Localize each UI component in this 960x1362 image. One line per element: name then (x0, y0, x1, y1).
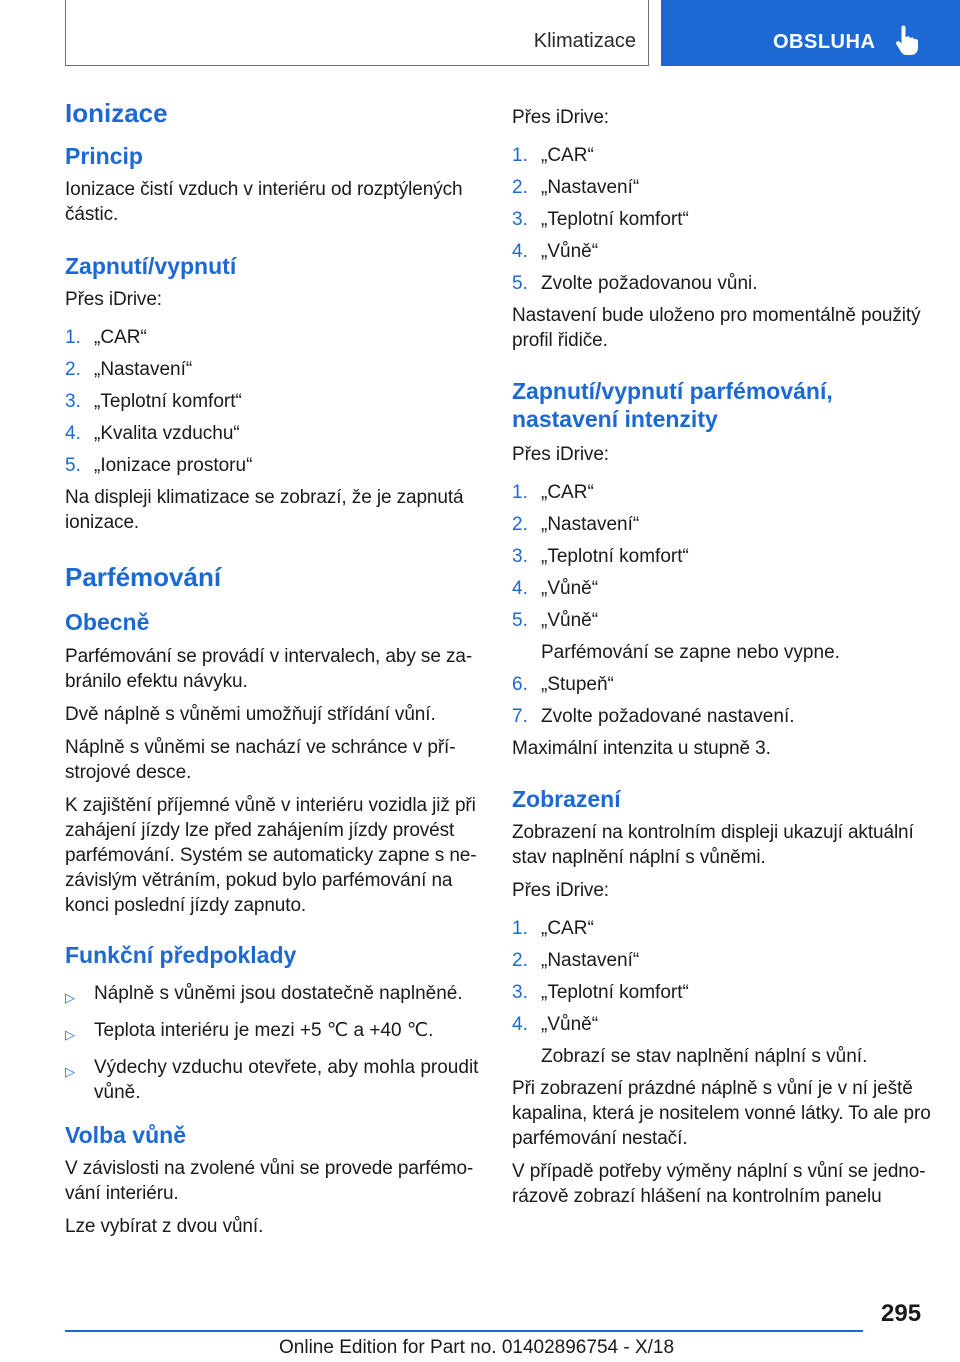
step-number: 6. (512, 674, 528, 696)
header-chapter-label: OBSLUHA (773, 31, 876, 53)
triangle-bullet-icon: ▷ (65, 1026, 75, 1042)
step-subtext: Parfémování se zapne nebo vypne. (541, 642, 840, 664)
step-text: „Teplotní komfort“ (541, 546, 689, 568)
heading-obecne: Obecně (65, 609, 150, 636)
heading-intenzita: Zapnutí/vypnutí parfémování, nastavení intenzity (512, 378, 833, 433)
step-number: 1. (512, 918, 528, 940)
triangle-bullet-icon: ▷ (65, 1063, 75, 1079)
paragraph-obecne-4: K zajištění příjemné vůně v interiéru vozidla již při zahájení jízdy lze před zahájením jízdy provést parfémování. Systém se automaticky zapne s ne-závislým větráním, pokud bylo parfémování na konci poslední jízdy zapnuto. (65, 794, 477, 916)
footer-edition-text: Online Edition for Part no. 01402896754 - X/18 (279, 1337, 675, 1358)
pointing-hand-icon (893, 24, 921, 56)
step-number: 1. (65, 327, 81, 349)
list-item (512, 512, 937, 537)
list-item (512, 916, 937, 941)
step-text: „Teplotní komfort“ (94, 391, 242, 413)
section-title-ionizace: Ionizace (65, 98, 168, 128)
step-number: 5. (512, 273, 528, 294)
paragraph-obecne-3: Náplně s vůněmi se nachází ve schránce v pří-strojové desce. (65, 736, 456, 783)
section-title-parfemovani: Parfémování (65, 562, 222, 593)
step-number: 2. (512, 177, 528, 198)
step-text: Zvolte požadované nastavení. (541, 706, 795, 728)
step-text: „Vůně“ (541, 610, 599, 632)
list-item (512, 207, 937, 232)
paragraph-zobrazeni-2: Při zobrazení prázdné náplně s vůní je v ní ještě kapalina, která je nositelem vonné látky. To ale pro parfémování nestačí. (512, 1078, 931, 1150)
step-number: 4. (512, 1014, 528, 1036)
step-number: 5. (65, 455, 81, 477)
steps-zobrazeni (512, 916, 937, 1069)
bullet-text: Teplota interiéru je mezi +5 ℃ a +40 ℃. (94, 1019, 434, 1041)
step-number: 2. (512, 950, 528, 972)
left-column (65, 98, 485, 1239)
step-text: „Teplotní komfort“ (541, 209, 689, 230)
paragraph-zobrazeni-1: Zobrazení na kontrolním displeji ukazují aktuální stav naplnění náplní s vůněmi. (512, 822, 914, 869)
step-text: „CAR“ (541, 145, 594, 166)
list-item (512, 704, 937, 729)
steps-zapnuti (65, 325, 485, 478)
step-text: „Nastavení“ (94, 359, 193, 381)
paragraph-volba-2: Lze vybírat z dvou vůní. (65, 1215, 264, 1237)
list-item (65, 421, 485, 446)
list-item (512, 948, 937, 973)
list-item (512, 576, 937, 601)
step-number: 4. (512, 241, 528, 262)
step-text: Zvolte požadovanou vůni. (541, 273, 758, 294)
step-number: 3. (512, 982, 528, 1004)
list-item (65, 389, 485, 414)
step-text: „Nastavení“ (541, 950, 640, 972)
list-item (65, 1055, 485, 1105)
bullet-text: Výdechy vzduchu otevřete, aby mohla proudit vůně. (94, 1056, 479, 1103)
paragraph-obecne-2: Dvě náplně s vůněmi umožňují střídání vůní. (65, 703, 436, 725)
step-number: 4. (65, 423, 81, 445)
paragraph-princip: Ionizace čistí vzduch v interiéru od rozptýlených částic. (65, 179, 463, 226)
list-item (512, 480, 937, 505)
list-item (65, 357, 485, 382)
step-number: 7. (512, 706, 528, 728)
list-item (512, 271, 937, 296)
step-text: „CAR“ (541, 482, 594, 504)
footer-divider (65, 1330, 863, 1332)
paragraph-volba-1: V závislosti na zvolené vůni se provede parfémo-vání interiéru. (65, 1157, 474, 1204)
step-number: 4. (512, 578, 528, 600)
step-number: 2. (512, 514, 528, 536)
list-item (65, 1018, 485, 1047)
right-column (512, 98, 937, 1209)
bullets-funkcni (65, 981, 485, 1105)
step-text: „Stupeň“ (541, 674, 614, 696)
step-subtext: Zobrazí se stav naplnění náplní s vůní. (541, 1046, 868, 1068)
paragraph-zobrazeni-3: V případě potřeby výměny náplní s vůní se jedno-rázově zobrazí hlášení na kontrolním panelu (512, 1161, 926, 1208)
paragraph-volba-intro: Přes iDrive: (512, 107, 609, 128)
step-text: „CAR“ (541, 918, 594, 940)
step-text: „Nastavení“ (541, 514, 640, 536)
list-item (65, 453, 485, 478)
step-number: 3. (512, 209, 528, 230)
header-section-title: Klimatizace (533, 30, 636, 52)
step-text: „Vůně“ (541, 578, 599, 600)
paragraph-zapnuti-intro: Přes iDrive: (65, 289, 162, 311)
step-text: „Ionizace prostoru“ (94, 455, 253, 477)
paragraph-intenzita-intro: Přes iDrive: (512, 444, 609, 466)
list-item (512, 1012, 937, 1069)
step-number: 5. (512, 610, 528, 632)
step-number: 1. (512, 482, 528, 504)
list-item (65, 981, 485, 1010)
list-item (65, 325, 485, 350)
header-chapter-tab (661, 0, 960, 66)
paragraph-obecne-1: Parfémování se provádí v intervalech, aby se za-bránilo efektu návyku. (65, 645, 473, 692)
step-number: 1. (512, 145, 528, 166)
paragraph-volba-after: Nastavení bude uloženo pro momentálně použitý profil řidiče. (512, 305, 921, 351)
paragraph-intenzita-after: Maximální intenzita u stupně 3. (512, 738, 771, 760)
list-item (512, 143, 937, 168)
bullet-text: Náplně s vůněmi jsou dostatečně naplněné. (94, 982, 463, 1004)
step-text: „Vůně“ (541, 1014, 599, 1036)
step-number: 3. (512, 546, 528, 568)
steps-intenzita (512, 480, 937, 729)
list-item (512, 175, 937, 200)
heading-volba-vune: Volba vůně (65, 1121, 186, 1148)
heading-princip: Princip (65, 143, 143, 170)
header-section-box (65, 0, 649, 66)
step-text: „Kvalita vzduchu“ (94, 423, 240, 445)
paragraph-zapnuti-after: Na displeji klimatizace se zobrazí, že je zapnutá ionizace. (65, 487, 464, 534)
step-text: „CAR“ (94, 327, 147, 349)
list-item (512, 608, 937, 665)
step-number: 3. (65, 391, 81, 413)
heading-zobrazeni: Zobrazení (512, 786, 621, 813)
step-text: „Nastavení“ (541, 177, 640, 198)
step-text: „Teplotní komfort“ (541, 982, 689, 1004)
step-number: 2. (65, 359, 81, 381)
heading-funkcni-predpoklady: Funkční předpoklady (65, 941, 297, 968)
heading-zapnuti: Zapnutí/vypnutí (65, 253, 237, 280)
list-item (512, 980, 937, 1005)
list-item (512, 239, 937, 264)
page-number: 295 (881, 1300, 922, 1327)
paragraph-zobrazeni-intro: Přes iDrive: (512, 880, 609, 902)
list-item (512, 672, 937, 697)
steps-volba (512, 143, 937, 296)
step-text: „Vůně“ (541, 241, 599, 262)
list-item (512, 544, 937, 569)
triangle-bullet-icon: ▷ (65, 989, 75, 1005)
